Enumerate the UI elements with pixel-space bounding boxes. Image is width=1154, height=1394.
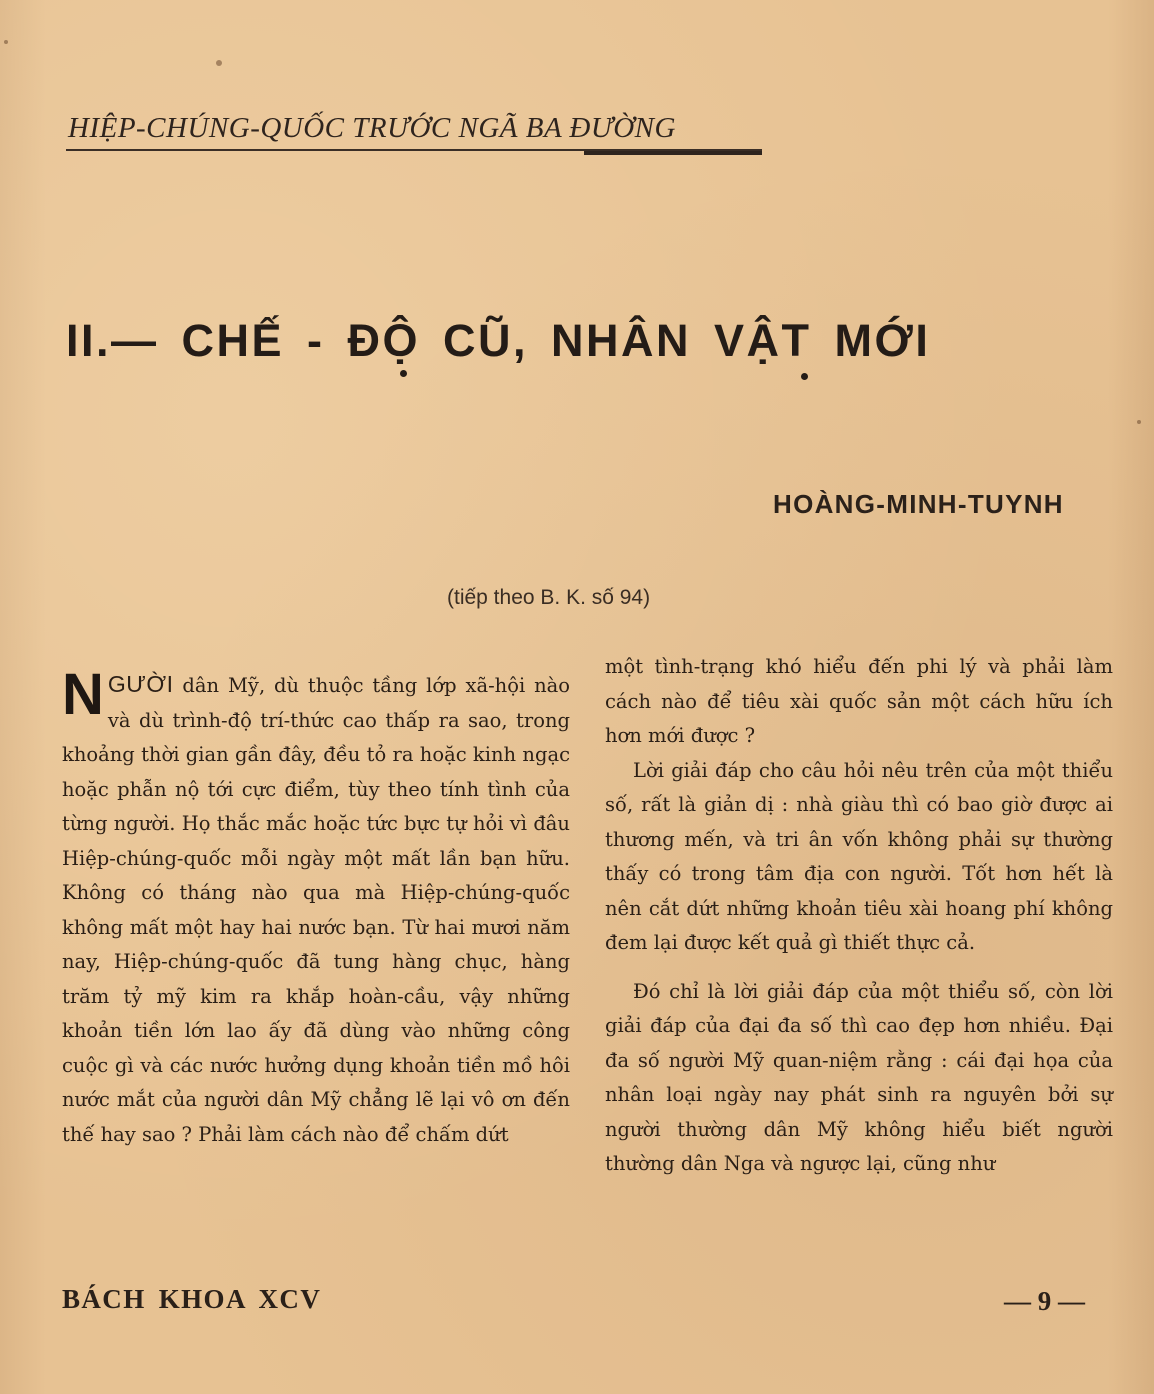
paper-speck [4, 40, 8, 44]
lead-word: GƯỜI [107, 671, 174, 697]
paper-speck [216, 60, 222, 66]
paragraph: Đó chỉ là lời giải đáp của một thiểu số, còn lời giải đáp của đại đa số thì cao đẹp hơn nhiều. Đại đa số người Mỹ quan-niệm rằng : cái đại họa của nhân loại ngày nay phát sinh ra nguyên bởi sự người thường dân Mỹ không hiểu biết người thường dân Nga và ngược lại, cũng như [605, 979, 1113, 1175]
paragraph: một tình-trạng khó hiểu đến phi lý và phải làm cách nào để tiêu xài quốc sản một cách hữu ích hơn mới được ? [605, 655, 1113, 747]
paragraph: Lời giải đáp cho câu hỏi nêu trên của một thiểu số, rất là giản dị : nhà giàu thì có bao giờ được ai thương mến, và tri ân vốn không phải sự thường thấy có trong tâm địa con người. Tốt hơn hết là nên cắt dứt những khoản tiêu xài hoang phí không đem lại được kết quả gì thiết thực cả. [605, 758, 1113, 954]
section-title: HIỆP-CHÚNG-QUỐC TRƯỚC NGÃ BA ĐƯỜNG [68, 112, 676, 144]
drop-cap: N [62, 662, 104, 727]
page-number: — 9 — [1004, 1286, 1085, 1316]
paper-speck [1137, 420, 1141, 424]
author-byline: HOÀNG-MINH-TUYNH [773, 489, 1064, 519]
right-column [605, 650, 1113, 1182]
title-ornament-dot [400, 370, 407, 377]
continuation-note: (tiếp theo B. K. số 94) [447, 586, 651, 609]
section-rule-accent [584, 151, 762, 155]
paragraph [62, 662, 570, 1152]
paragraph-text: dân Mỹ, dù thuộc tầng lớp xã-hội nào và dù trình-độ trí-thức cao thấp ra sao, trong khoảng thời gian gần đây, đều tỏ ra hoặc kinh ngạc hoặc phẫn nộ tới cực điểm, tùy theo tính tình của từng người. Họ thắc mắc hoặc tức bực tự hỏi vì đâu Hiệp-chúng-quốc mỗi ngày một mất lần bạn hữu. Không có tháng nào qua mà Hiệp-chúng-quốc không mất một hay hai nước bạn. Từ hai mươi năm nay, Hiệp-chúng-quốc đã tung hàng chục, hàng trăm tỷ mỹ kim ra khắp hoàn-cầu, vậy những khoản tiền lớn lao ấy đã dùng vào những công cuộc gì và các nước hưởng dụng khoản tiền mồ hôi nước mắt của người dân Mỹ chẳng lẽ lại vô ơn đến thế hay sao ? Phải làm cách nào để chấm dứt [62, 674, 570, 1146]
left-column [62, 662, 570, 1152]
article-title: II.— CHẾ - ĐỘ CŨ, NHÂN VẬT MỚI [66, 315, 931, 366]
title-ornament-dot [801, 373, 808, 380]
publication-footer: BÁCH KHOA XCV [62, 1284, 322, 1314]
